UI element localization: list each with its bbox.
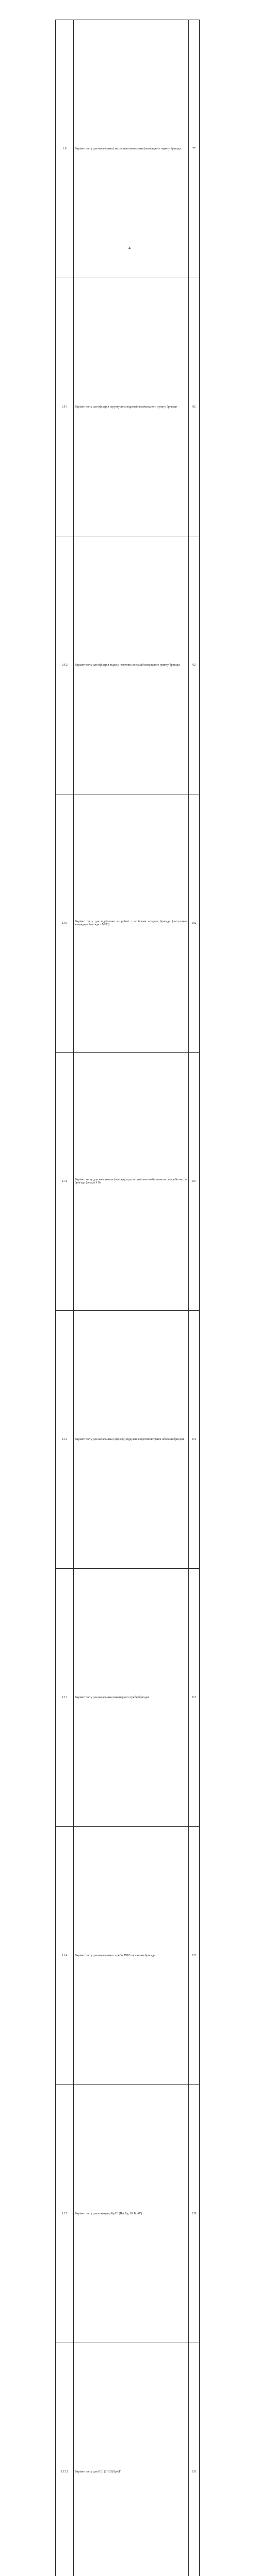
- document-page: [0, 0, 258, 258]
- toc-row: [56, 1311, 200, 1569]
- toc-entry-title: Варіант тесту для начальника (заступника начальника) командного пункту бригади: [74, 20, 189, 278]
- toc-page-number: 131: [189, 2343, 200, 2576]
- toc-page-number: 128: [189, 2085, 200, 2343]
- toc-page-number: 112: [189, 1311, 200, 1569]
- toc-section-number: 1.14: [56, 1827, 74, 2085]
- toc-table: [55, 20, 200, 2576]
- toc-page-number: 102: [189, 794, 200, 1053]
- toc-section-number: 1.12: [56, 1311, 74, 1569]
- toc-section-number: 1.10: [56, 794, 74, 1053]
- toc-entry-title: Варіант тесту для командир БрАГ (НА Бр, ЗК БрАГ): [74, 2085, 189, 2343]
- page-number: 4: [127, 246, 132, 250]
- toc-entry-title: Варіант тесту для офіцерів структурних підрозділів командного пункту бригади: [74, 278, 189, 536]
- toc-row: [56, 1053, 200, 1311]
- toc-entry-title: Варіант тесту для офіцерів відділу поточних операцій командного пункту бригади: [74, 536, 189, 794]
- toc-row: [56, 1569, 200, 1827]
- toc-entry-title: Варіант тесту для відділення по роботі з особовим складом бригади (заступника командира бригади з МПЗ): [74, 794, 189, 1053]
- toc-row: [56, 278, 200, 536]
- toc-section-number: 1.13: [56, 1569, 74, 1827]
- toc-section-number: 1.9.1: [56, 278, 74, 536]
- toc-entry-title: Варіант тесту для начальника інженерної служби бригади: [74, 1569, 189, 1827]
- toc-row: [56, 794, 200, 1053]
- toc-page-number: 77: [189, 20, 200, 278]
- toc-entry-title: Варіант тесту для начальника служби РХБЗ зараження бригади: [74, 1827, 189, 2085]
- toc-page-number: 82: [189, 278, 200, 536]
- toc-section-number: 1.15.1: [56, 2343, 74, 2576]
- toc-section-number: 1.9.2: [56, 536, 74, 794]
- toc-entry-title: Варіант тесту для начальника (офіцеру) групи цивільного-військового співробітництва бригади (секція S 9): [74, 1053, 189, 1311]
- toc-row: [56, 20, 200, 278]
- toc-entry-title: Варіант тесту для НШ (ЗНШ) БрАГ: [74, 2343, 189, 2576]
- toc-row: [56, 2343, 200, 2576]
- toc-page-number: 123: [189, 1827, 200, 2085]
- toc-page-number: 107: [189, 1053, 200, 1311]
- toc-section-number: 1.15: [56, 2085, 74, 2343]
- toc-row: [56, 536, 200, 794]
- toc-page-number: 92: [189, 536, 200, 794]
- toc-row: [56, 2085, 200, 2343]
- toc-entry-title: Варіант тесту для начальника (офіцера) відділення протиповітряної оборони бригади: [74, 1311, 189, 1569]
- toc-section-number: 1.9: [56, 20, 74, 278]
- toc-row: [56, 1827, 200, 2085]
- toc-section-number: 1.11: [56, 1053, 74, 1311]
- toc-page-number: 117: [189, 1569, 200, 1827]
- toc-body: [56, 20, 200, 2576]
